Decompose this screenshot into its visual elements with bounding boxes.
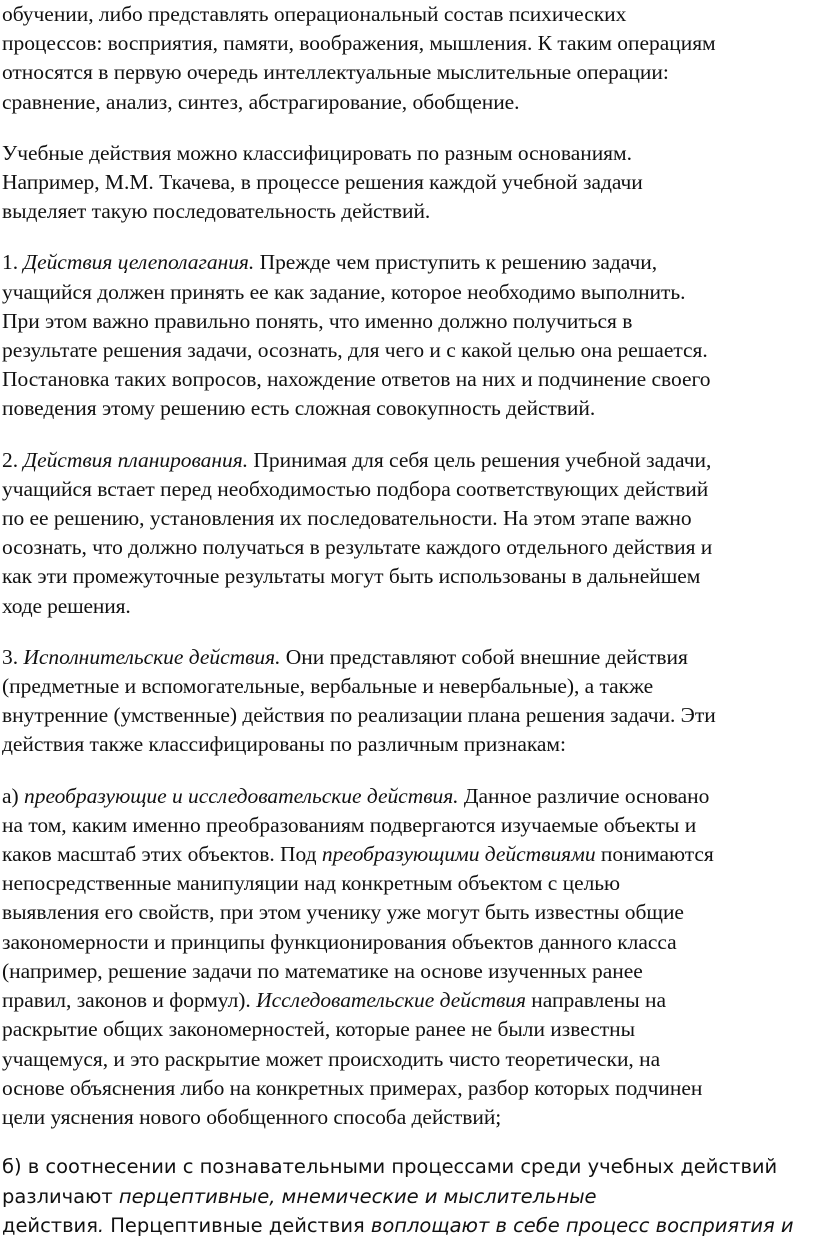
text-line <box>2 1015 816 1044</box>
text-segment: различают <box>2 1184 119 1208</box>
text-segment: выделяет такую последовательность действий. <box>2 199 431 224</box>
italic-term: Действия целеполагания. <box>23 250 255 275</box>
text-segment: б) в соотнесении с познавательными процессами среди учебных действий <box>2 1155 778 1179</box>
text-segment: раскрытие общих закономерностей, которые ранее не были известны <box>2 1017 636 1042</box>
text-segment: осознать, что должно получаться в результате каждого отдельного действия и <box>2 535 713 560</box>
text-line <box>2 869 816 898</box>
text-segment: (например, решение задачи по математике на основе изученных ранее <box>2 958 643 983</box>
italic-term: перцептивные, мнемические и мыслительные <box>118 1184 597 1208</box>
text-segment: учащемуся, и это раскрытие может происходить чисто теоретически, на <box>2 1046 661 1071</box>
text-segment: обучении, либо представлять операциональный состав психических <box>2 2 627 26</box>
text-line <box>2 168 816 197</box>
text-segment: закономерности и принципы функционирования объектов данного класса <box>2 929 677 954</box>
text-segment: непосредственные манипуляции над конкретным объектом с целью <box>2 871 621 896</box>
text-line <box>2 139 816 168</box>
paragraph-1 <box>2 0 816 117</box>
text-segment: При этом важно правильно понять, что именно должно получиться в <box>2 308 633 333</box>
text-segment: учащийся встает перед необходимостью подбора соответствующих действий <box>2 476 709 501</box>
text-line <box>2 701 816 730</box>
paragraph-6 <box>2 782 816 1132</box>
text-segment: на том, каким именно преобразованиям подвергаются изучаемые объекты и <box>2 812 697 837</box>
text-segment: 1. <box>2 250 24 275</box>
text-line <box>2 1211 816 1241</box>
text-segment: Например, М.М. Ткачева, в процессе решения каждой учебной задачи <box>2 170 643 195</box>
paragraph-4 <box>2 446 816 621</box>
text-line <box>2 730 816 759</box>
text-line <box>2 446 816 475</box>
paragraph-7 <box>2 1152 816 1241</box>
text-segment: сравнение, анализ, синтез, абстрагирование, обобщение. <box>2 89 520 114</box>
text-segment: направлены на <box>525 988 666 1013</box>
text-line <box>2 986 816 1015</box>
text-segment: Данное различие основано <box>458 783 710 808</box>
text-line <box>2 307 816 336</box>
text-line <box>2 562 816 591</box>
text-segment: а) <box>2 783 24 808</box>
text-segment: Прежде чем приступить к решению задачи, <box>254 250 658 275</box>
italic-term: Исследовательские действия <box>256 988 526 1013</box>
text-line <box>2 811 816 840</box>
text-line <box>2 394 816 423</box>
italic-term: Исполнительские действия. <box>23 644 281 669</box>
text-line <box>2 533 816 562</box>
text-segment: понимаются <box>595 842 714 867</box>
text-segment: результате решения задачи, осознать, для чего и с какой целью она решается. <box>2 338 708 363</box>
text-segment: Принимая для себя цель решения учебной задачи, <box>248 447 712 472</box>
paragraph-3 <box>2 248 816 423</box>
text-line <box>2 1103 816 1132</box>
text-line <box>2 58 816 87</box>
paragraph-5 <box>2 643 816 760</box>
text-segment: Они представляют собой внешние действия <box>280 644 688 669</box>
paragraph-2 <box>2 139 816 227</box>
text-line <box>2 197 816 226</box>
text-segment: основе объяснения либо на конкретных примерах, разбор которых подчинен <box>2 1075 703 1100</box>
text-segment: выявления его свойств, при этом ученику уже могут быть известны общие <box>2 900 684 925</box>
text-line <box>2 504 816 533</box>
text-line <box>2 0 816 29</box>
text-segment: (предметные и вспомогательные, вербальные и невербальные), а также <box>2 674 654 699</box>
text-segment: каков масштаб этих объектов. Под <box>2 842 322 867</box>
text-line <box>2 365 816 394</box>
text-line <box>2 336 816 365</box>
text-line <box>2 782 816 811</box>
text-segment: учащийся должен принять ее как задание, которое необходимо выполнить. <box>2 279 686 304</box>
text-segment: действия также классифицированы по различным признакам: <box>2 732 566 757</box>
text-segment: поведения этому решению есть сложная совокупность действий. <box>2 396 596 421</box>
document-body <box>2 0 816 1241</box>
text-line <box>2 475 816 504</box>
italic-term: воплощают в себе процесс восприятия и <box>364 1214 794 1238</box>
text-line <box>2 1045 816 1074</box>
text-line <box>2 1182 816 1212</box>
text-segment: цели уяснения нового обобщенного способа действий; <box>2 1104 502 1129</box>
text-segment: процессов: восприятия, памяти, воображения, мышления. К таким операциям <box>2 31 716 56</box>
text-segment: Перцептивные действия <box>110 1214 365 1238</box>
text-segment: Постановка таких вопросов, нахождение ответов на них и подчинение своего <box>2 367 711 392</box>
italic-term: Действия планирования. <box>23 447 249 472</box>
text-segment: действия <box>2 1214 98 1238</box>
text-line <box>2 592 816 621</box>
text-segment: Учебные действия можно классифицировать по разным основаниям. <box>2 140 632 165</box>
text-segment: 2. <box>2 447 24 472</box>
text-line <box>2 898 816 927</box>
text-segment: относятся в первую очередь интеллектуальные мыслительные операции: <box>2 60 669 85</box>
text-line <box>2 840 816 869</box>
text-line <box>2 248 816 277</box>
italic-term: преобразующими действиями <box>321 842 596 867</box>
text-line <box>2 278 816 307</box>
text-line <box>2 88 816 117</box>
text-line <box>2 1074 816 1103</box>
text-line <box>2 672 816 701</box>
text-segment: ходе решения. <box>2 593 131 618</box>
text-segment: 3. <box>2 644 24 669</box>
text-segment: как эти промежуточные результаты могут быть использованы в дальнейшем <box>2 564 701 589</box>
italic-term: . <box>97 1214 111 1238</box>
text-line <box>2 957 816 986</box>
text-line <box>2 928 816 957</box>
text-line <box>2 1152 816 1182</box>
text-line <box>2 29 816 58</box>
text-segment: по ее решению, установления их последовательности. На этом этапе важно <box>2 506 692 531</box>
text-segment: внутренние (умственные) действия по реализации плана решения задачи. Эти <box>2 703 716 728</box>
text-segment: правил, законов и формул). <box>2 988 257 1013</box>
text-line <box>2 643 816 672</box>
italic-term: преобразующие и исследовательские действия. <box>24 783 459 808</box>
